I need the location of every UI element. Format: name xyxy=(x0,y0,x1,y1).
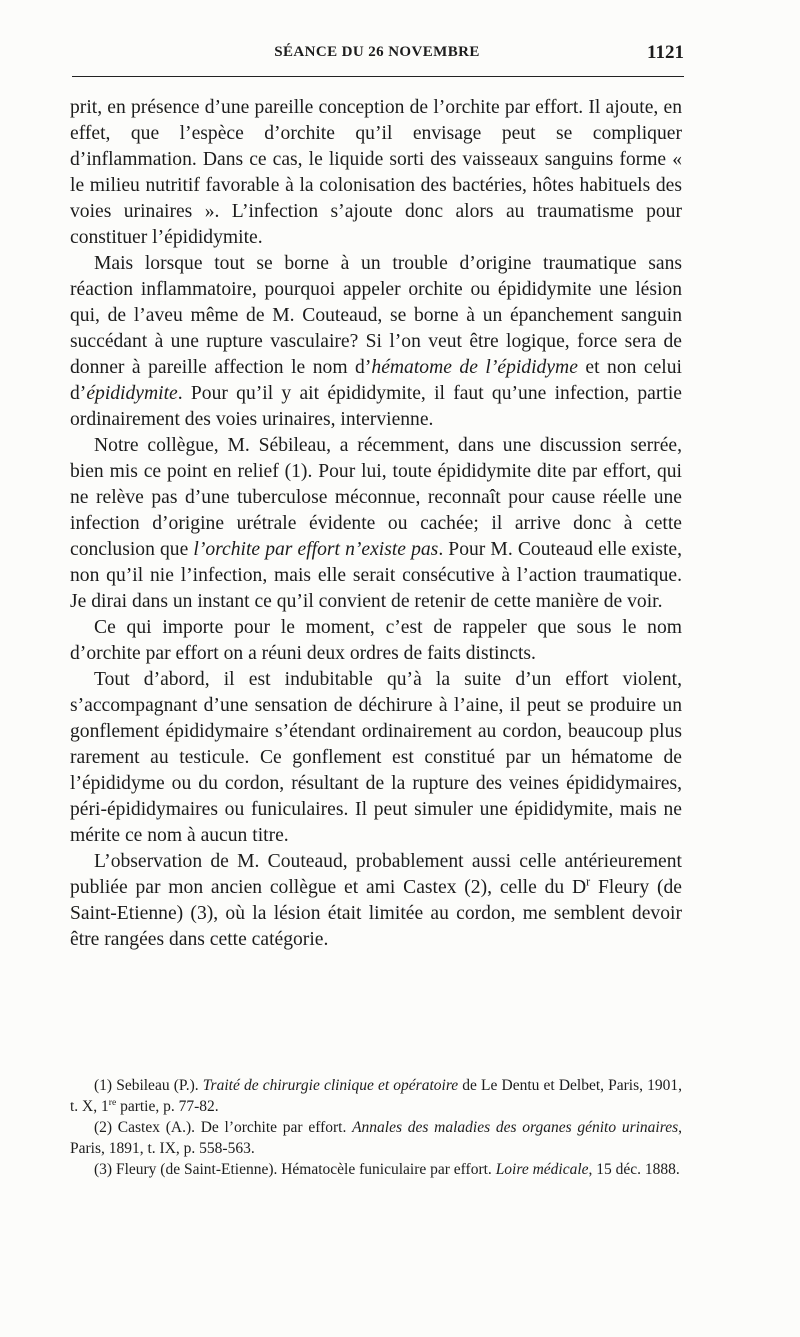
paragraph-3 xyxy=(70,433,682,615)
page-number: 1121 xyxy=(647,42,684,63)
text-segment: . Pour M. Couteaud elle existe, non qu’il nie l’infection, mais elle serait consécutive à l’action traumatique. Je dirai dans un instant ce qu’il convient de retenir de cette manière de voir. xyxy=(70,539,682,612)
footnote-1 xyxy=(70,1075,682,1117)
text-segment: re xyxy=(108,1096,117,1108)
footnotes xyxy=(70,1075,682,1180)
text-segment: Fleury (de Saint-Etienne) (3), où la lésion était limitée au cordon, me semblent devoir être rangées dans cette catégorie. xyxy=(70,877,682,950)
text-segment: épididymite xyxy=(86,383,178,404)
body-text xyxy=(70,95,682,953)
header-rule xyxy=(72,76,684,77)
text-segment: L’observation de M. Couteaud, probablement aussi celle antérieurement publiée par mon ancien collègue et ami Castex (2), celle du D xyxy=(70,851,682,898)
text-segment: hématome de l’épididyme xyxy=(371,357,578,378)
text-segment: (2) Castex (A.). De l’orchite par effort. xyxy=(94,1119,353,1136)
paragraph-6 xyxy=(70,849,682,953)
text-segment: Ce qui importe pour le moment, c’est de rappeler que sous le nom d’orchite par effort on a réuni deux ordres de faits distincts. xyxy=(70,617,682,664)
paragraph-5 xyxy=(70,667,682,849)
footnote-2 xyxy=(70,1117,682,1159)
text-segment: Loire médicale xyxy=(495,1161,589,1178)
text-segment: (3) Fleury (de Saint-Etienne). Hématocèle funiculaire par effort. xyxy=(94,1161,496,1178)
text-segment: Notre collègue, M. Sébileau, a récemment, dans une discussion serrée, bien mis ce point en relief (1). Pour lui, toute épididymite dite par effort, qui ne relève pas d’une tuberculose méconnue, reconnaît pour cause réelle une infection d’origine urétrale évidente ou cachée; il arrive donc à cette conclusion que xyxy=(70,435,682,560)
text-segment: . Pour qu’il y ait épididymite, il faut qu’une infection, partie ordinairement des voies urinaires, intervienne. xyxy=(70,383,682,430)
paragraph-1 xyxy=(70,95,682,251)
paragraph-4 xyxy=(70,615,682,667)
paragraph-2 xyxy=(70,251,682,433)
text-segment: r xyxy=(586,874,591,889)
text-segment: et non celui d’ xyxy=(70,357,682,404)
text-segment: (1) Sebileau (P.). xyxy=(94,1077,203,1094)
text-segment: l’orchite par effort n’existe pas xyxy=(193,539,439,560)
text-segment: Mais lorsque tout se borne à un trouble d’origine traumatique sans réaction inflammatoire, pourquoi appeler orchite ou épididymite une lésion qui, de l’aveu même de M. Couteaud, se borne à un épanchement sanguin succédant à une rupture vasculaire? Si l’on veut être logique, force sera de donner à pareille affection le nom d’ xyxy=(70,253,682,378)
text-segment: , Paris, 1891, t. IX, p. 558-563. xyxy=(70,1119,682,1157)
text-segment: Traité de chirurgie clinique et opératoire xyxy=(202,1077,459,1094)
text-segment: , 15 déc. 1888. xyxy=(588,1161,680,1178)
text-segment: Tout d’abord, il est indubitable qu’à la suite d’un effort violent, s’accompagnant d’une sensation de déchirure à l’aine, il peut se produire un gonflement épididymaire s’étendant ordinairement au cordon, beaucoup plus rarement au testicule. Ce gonflement est constitué par un hématome de l’épididyme ou du cordon, résultant de la rupture des veines épididymaires, péri-épididymaires ou funiculaires. Il peut simuler une épididymite, mais ne mérite ce nom à aucun titre. xyxy=(70,669,682,846)
text-segment: prit, en présence d’une pareille conception de l’orchite par effort. Il ajoute, en effet, que l’espèce d’orchite qu’il envisage peut se compliquer d’inflammation. Dans ce cas, le liquide sorti des vaisseaux sanguins forme « le milieu nutritif favorable à la colonisation des bactéries, hôtes habituels des voies urinaires ». L’infection s’ajoute donc alors au traumatisme pour constituer l’épididymite. xyxy=(70,97,682,248)
footnote-3 xyxy=(70,1159,682,1180)
page-header xyxy=(68,42,686,72)
text-segment: de Le Dentu et Delbet, Paris, 1901, t. X, 1 xyxy=(70,1077,683,1115)
text-segment: partie, p. 77-82. xyxy=(116,1098,219,1115)
text-segment: Annales des maladies des organes génito urinaires xyxy=(352,1119,679,1136)
running-title: SÉANCE DU 26 NOVEMBRE xyxy=(274,44,480,60)
